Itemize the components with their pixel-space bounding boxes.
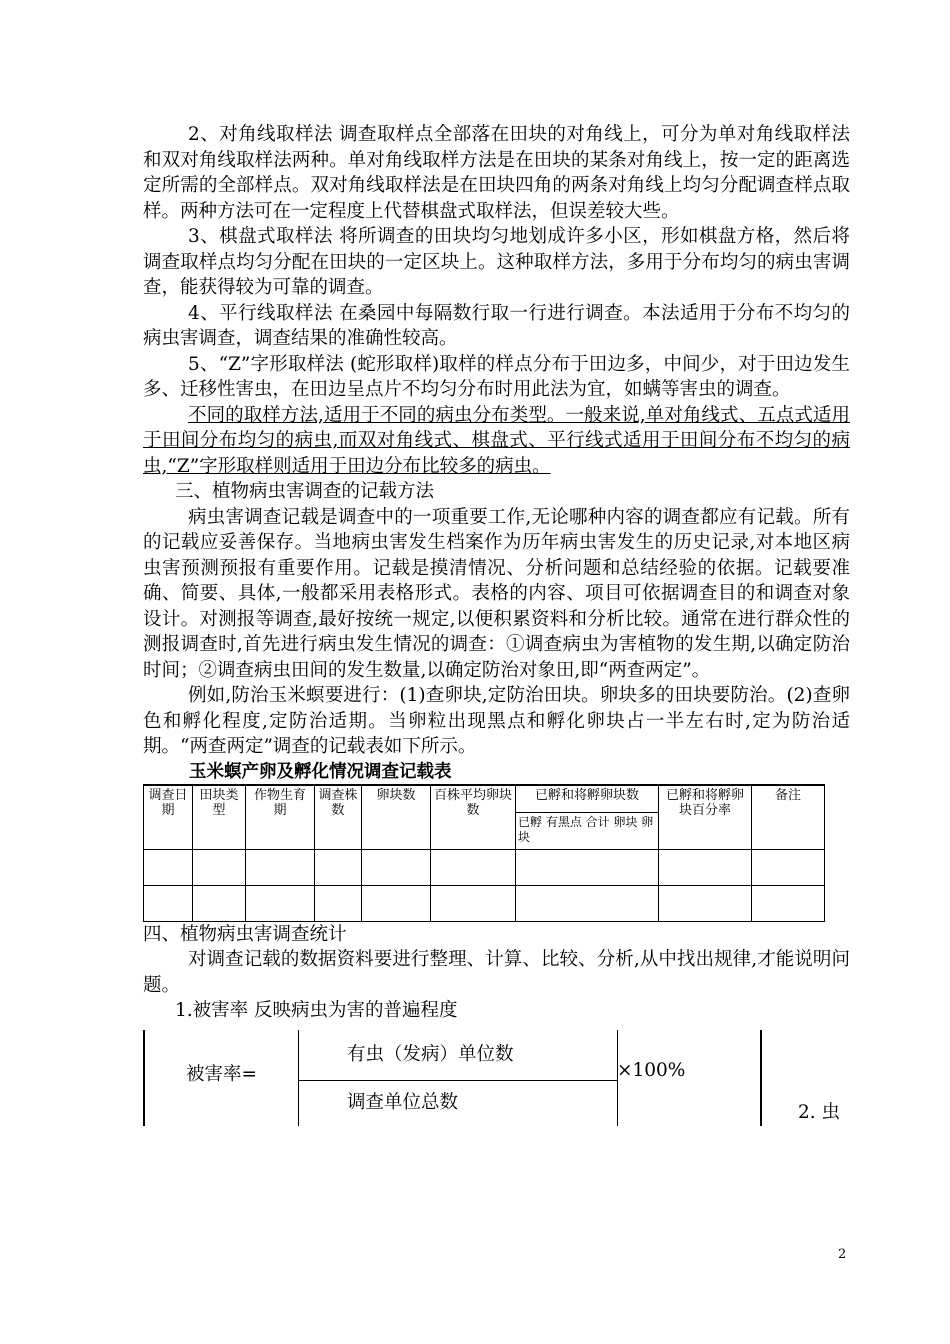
next-item-start: 2. 虫 xyxy=(798,1101,841,1123)
table-cell xyxy=(246,849,315,885)
paragraph-record-method: 病虫害调查记载是调查中的一项重要工作,无论哪种内容的调查都应有记载。所有的记载应妥善保存。当地病虫害发生档案作为历年病虫害发生的历史记录,对本地区病虫害预测预报有重要作用。记载是摸清情况、分析问题和总结经验的依据。记载要准确、简要、具体,一般都采用表格形式。表格的内容、项目可依据调查目的和调查对象设计。对测报等调查,最好按统一规定,以便积累资料和分析比较。通常在进行群众性的测报调查时,首先进行病虫发生情况的调查：①调查病虫为害植物的发生期,以确定防治时间；②调查病虫田间的发生数量,以确定防治对象田,即“两查两定”。 xyxy=(143,506,850,681)
page-number: 2 xyxy=(838,1247,847,1262)
paragraph-sampling-summary: 不同的取样方法,适用于不同的病虫分布类型。一般来说,单对角线式、五点式适用于田间分布均匀的病虫,而双对角线式、棋盘式、平行线式适用于田间分布不均匀的病虫,“Z”字形取样则适用于田边分布比较多的病虫。 xyxy=(143,404,850,477)
section-heading-3: 三、植物病虫害调查的记载方法 xyxy=(175,481,435,502)
table-cell xyxy=(193,885,246,921)
formula-fraction xyxy=(298,1030,618,1126)
table-header: 已孵和将孵卵块数 xyxy=(516,785,659,813)
table-cell xyxy=(315,849,362,885)
table-cell xyxy=(516,885,659,921)
formula-right-border xyxy=(760,1030,762,1126)
table-header: 卵块数 xyxy=(362,785,431,850)
paragraph-z-sampling: 5、“Z”字形取样法 (蛇形取样)取样的样点分布于田边多，中间少，对于田边发生多、迁移性害虫，在田边呈点片不均匀分布时用此法为宜，如螨等害虫的调查。 xyxy=(143,353,850,400)
table-header: 调查日期 xyxy=(144,785,193,850)
table-cell xyxy=(144,885,193,921)
table-cell xyxy=(431,849,516,885)
table-cell xyxy=(362,885,431,921)
table-cell xyxy=(431,885,516,921)
table-header: 已孵和将孵卵块百分率 xyxy=(659,785,752,850)
document-body xyxy=(143,122,850,1126)
record-table xyxy=(143,784,825,922)
table-header: 百株平均卵块数 xyxy=(431,785,516,850)
table-cell xyxy=(362,849,431,885)
section-heading-4: 四、植物病虫害调查统计 xyxy=(143,923,347,945)
table-cell xyxy=(659,885,752,921)
formula-denominator: 调查单位总数 xyxy=(347,1091,459,1113)
table-cell xyxy=(752,849,825,885)
table-cell xyxy=(246,885,315,921)
table-header: 作物生育期 xyxy=(246,785,315,850)
table-cell xyxy=(659,849,752,885)
fraction-line xyxy=(299,1080,617,1081)
table-header: 田块类型 xyxy=(193,785,246,850)
paragraph-damage-rate: 1.被害率 反映病虫为害的普遍程度 xyxy=(175,1000,458,1021)
formula-left-border xyxy=(143,1030,145,1126)
table-cell xyxy=(144,849,193,885)
table-header: 备注 xyxy=(752,785,825,850)
table-cell xyxy=(193,849,246,885)
table-sub-header: 已孵 有黑点 合计 卵块 卵块 xyxy=(516,812,659,849)
paragraph-parallel-sampling: 4、平行线取样法 在桑园中每隔数行取一行进行调查。本法适用于分布不均匀的病虫害调查，调查结果的准确性较高。 xyxy=(143,302,850,349)
table-cell xyxy=(315,885,362,921)
table-cell xyxy=(516,849,659,885)
table-cell xyxy=(752,885,825,921)
table-header: 调查株数 xyxy=(315,785,362,850)
paragraph-example: 例如,防治玉米螟要进行：(1)查卵块,定防治田块。卵块多的田块要防治。(2)查卵色和孵化程度,定防治适期。当卵粒出现黑点和孵化卵块占一半左右时,定为防治适期。“两查两定”调查的记载表如下所示。 xyxy=(143,685,850,757)
damage-rate-formula xyxy=(143,1030,850,1126)
table-title: 玉米螟产卵及孵化情况调查记载表 xyxy=(189,761,452,782)
formula-numerator: 有虫（发病）单位数 xyxy=(347,1043,514,1065)
paragraph-statistics: 对调查记载的数据资料要进行整理、计算、比较、分析,从中找出规律,才能说明问题。 xyxy=(143,949,850,996)
formula-multiplier: ×100% xyxy=(617,1059,686,1081)
formula-label: 被害率= xyxy=(186,1063,258,1085)
paragraph-diagonal-sampling: 2、对角线取样法 调查取样点全部落在田块的对角线上，可分为单对角线取样法和双对角线取样法两种。单对角线取样方法是在田块的某条对角线上，按一定的距离选定所需的全部样点。双对角线取样法是在田块四角的两条对角线上均匀分配调查样点取样。两种方法可在一定程度上代替棋盘式取样法，但误差较大些。 xyxy=(143,124,850,222)
paragraph-checkerboard-sampling: 3、棋盘式取样法 将所调查的田块均匀地划成许多小区，形如棋盘方格，然后将调查取样点均匀分配在田块的一定区块上。这种取样方法，多用于分布均匀的病虫害调查，能获得较为可靠的调查。 xyxy=(143,226,850,298)
